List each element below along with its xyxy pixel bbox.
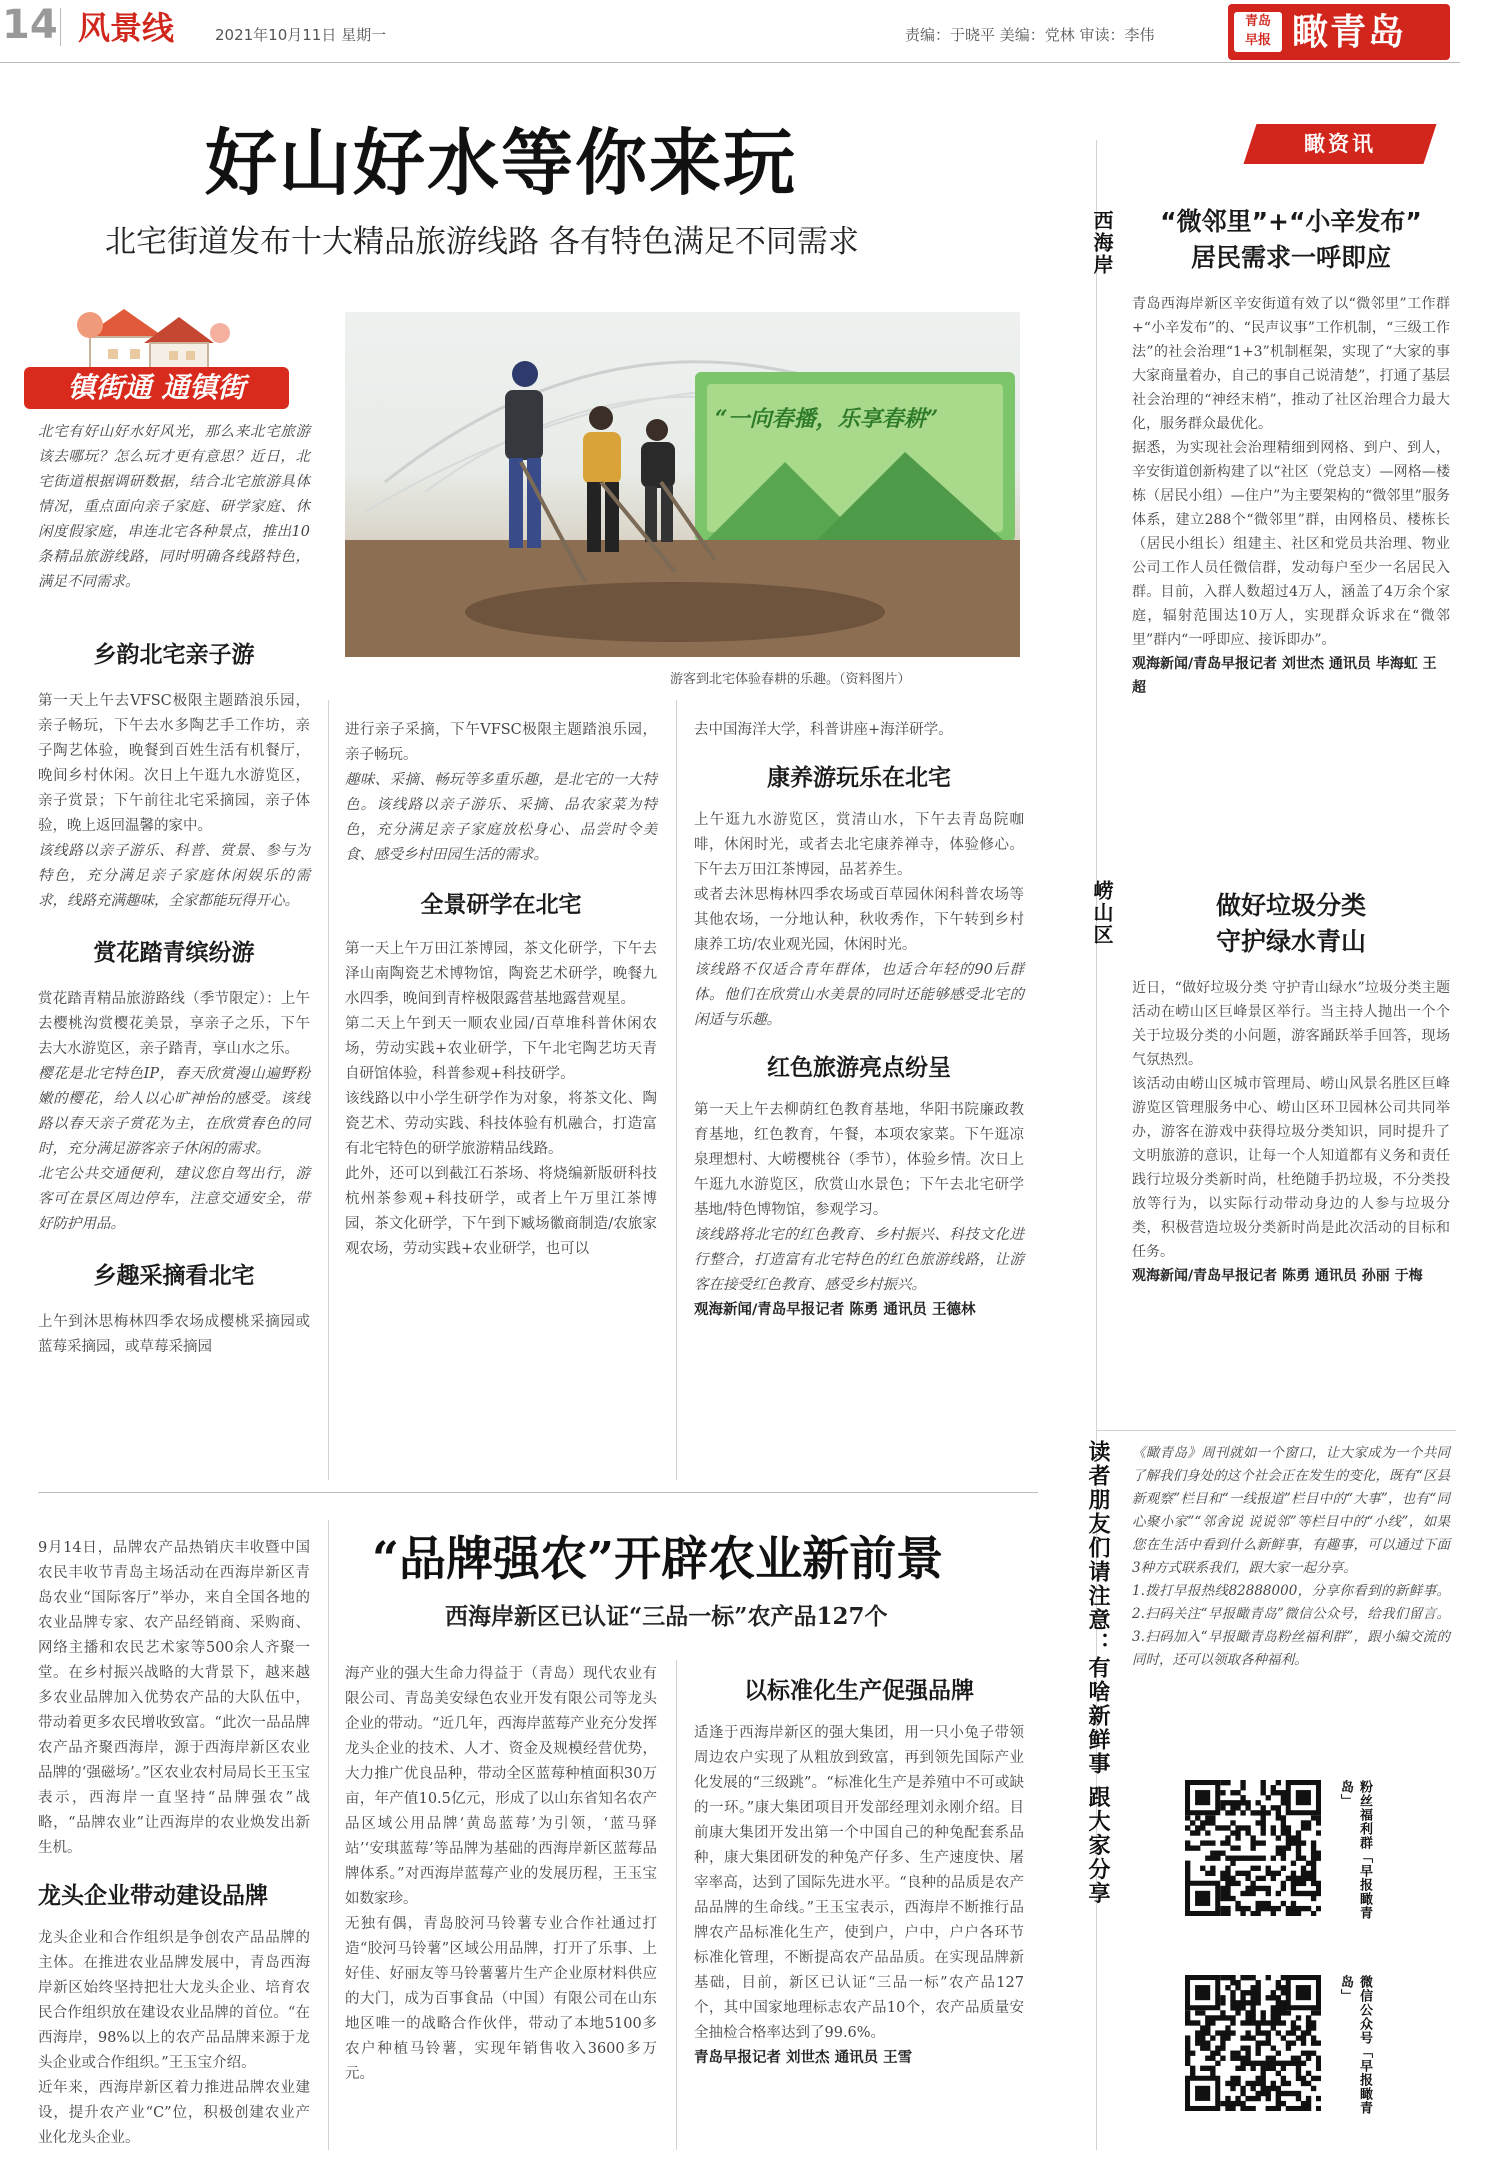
- col1-para-2b: 樱花是北宅特色IP，春天欣赏漫山遍野粉嫩的樱花，给人以心旷神怡的感受。该线路以春天亲子赏花为主，在欣赏春色的同时，充分满足游客亲子休闲的需求。: [38, 1066, 310, 1157]
- col1-para-2c: 北宅公共交通便利，建议您自驾出行，游客可在景区周边停车，注意交通安全，带好防护用品。: [38, 1166, 310, 1232]
- sidebar-story-1-credit: 观海新闻/青岛早报记者 刘世杰 通讯员 毕海虹 王超: [1132, 656, 1437, 696]
- sidebar-region-1: 西海岸: [1090, 210, 1114, 276]
- qr-code-1-label: 粉丝福利群「早报瞰青岛」: [1338, 1780, 1372, 1920]
- col3-heading-1: 康养游玩乐在北宅: [767, 765, 951, 791]
- header-rule: [0, 62, 1460, 63]
- town-badge: [24, 295, 289, 415]
- sidebar-story-1-para-b: 据悉，为实现社会治理精细到网格、到户、到人，辛安街道创新构建了以“社区（党总支）—网格—楼栋（居民小组）—住户”为主要架构的“微邻里”服务体系，建立288个“微邻里”群，由网格员、楼栋长（居民小组长）组建主、社区和党员共治理、物业公司工作人员任微信群，发动每户至少一名居民入群。目前，入群人数超过4万人，涵盖了4万余个家庭，辐射范围达10万人，实现群众诉求在“微邻里”群内“一呼即应、接诉即办”。: [1132, 440, 1450, 648]
- col3-para-1: 上午逛九水游览区，赏清山水，下午去青岛院咖啡，休闲时光，或者去北宅康养禅寺，体验修心。下午去万田江茶博园，品茗养生。: [694, 812, 1024, 878]
- col3-para-2b: 该线路将北宅的红色教育、乡村振兴、科技文化进行整合，打造富有北宅特色的红色旅游线路，让游客在接受红色教育、感受乡村振兴。: [694, 1227, 1024, 1293]
- col1-top: [38, 420, 310, 595]
- lower-col1: [38, 1536, 310, 2151]
- col3-credit: 观海新闻/青岛早报记者 陈勇 通讯员 王德林: [694, 1302, 976, 1318]
- col1-intro: 北宅有好山好水好风光，那么来北宅旅游该去哪玩？怎么玩才更有意思？近日，北宅街道根据调研数据，结合北宅旅游具体情况，重点面向亲子家庭、研学家庭、休闲度假家庭，串连北宅各种景点，推出10条精品旅游线路，同时明确各线路特色，满足不同需求。: [38, 424, 310, 590]
- badge-text: 镇街通 通镇街: [24, 367, 289, 409]
- lower-col2-para: 海产业的强大生命力得益于（青岛）现代农业有限公司、青岛美安绿色农业开发有限公司等龙头企业的带动。“近几年，西海岸蓝莓产业充分发挥龙头企业的技术、人才、资金及规模经营优势，大力推广优良品种，带动全区蓝莓种植面积30万亩，年产值10.5亿元，形成了以山东省知名农产品区域公用品牌‘黄岛蓝莓’为引领，‘蓝马驿站’‘安琪蓝莓’等品牌为基础的西海岸新区蓝莓品牌体系。”对西海岸蓝莓产业的发展历程，王玉宝如数家珍。: [345, 1666, 657, 1907]
- logo-big: 瞰青岛: [1292, 11, 1407, 53]
- sidebar-rule: [1096, 1430, 1456, 1431]
- lower-credit: 青岛早报记者 刘世杰 通讯员 王雪: [694, 2050, 913, 2066]
- col1-para-1: 第一天上午去VFSC极限主题踏浪乐园，亲子畅玩，下午去水多陶艺手工作坊，亲子陶艺体验，晚餐到百姓生活有机餐厅，晚间乡村休闲。次日上午逛九水游览区，亲子赏景；下午前往北宅采摘园，亲子体验，晚上返回温馨的家中。: [38, 693, 310, 834]
- sidebar-story-1-para: 青岛西海岸新区辛安街道有效了以“微邻里”工作群+“小辛发布”的、“民声议事”工作机制，“三级工作法”的社会治理“1+3”机制框架，实现了“大家的事大家商量着办，自己的事自己说清楚”，打通了基层社会治理的“神经末梢”，推动了社区治理合力最大化，服务群众最优化。: [1132, 296, 1450, 432]
- sidebar-label: 瞰资讯: [1304, 132, 1376, 156]
- sidebar-story-1-title-a: “微邻里”+“小辛发布”: [1160, 207, 1422, 236]
- col2-para-1: 第一天上午万田江茶博园，茶文化研学，下午去泽山南陶瓷艺术博物馆，陶瓷艺术研学，晚餐九水四季，晚间到青梓极限露营基地露营观星。: [345, 941, 657, 1007]
- col1-heading-3: 乡趣采摘看北宅: [93, 1263, 255, 1289]
- qr-code-2-label: 微信公众号「早报瞰青岛」: [1338, 1975, 1372, 2115]
- col3: [694, 718, 1024, 1323]
- qr-code-1[interactable]: [1185, 1780, 1321, 1916]
- farm-photo: [345, 312, 1020, 657]
- qr-code-2[interactable]: [1185, 1975, 1321, 2111]
- lower-col1-para-3: 近年来，西海岸新区着力推进品牌农业建设，提升农产业“C”位，积极创建农业产业化龙头企业。: [38, 2080, 310, 2146]
- sidebar-news-box: [1132, 1442, 1450, 1672]
- sidebar-story-2-title-a: 做好垃圾分类: [1215, 891, 1366, 920]
- col-divider-2: [676, 700, 677, 1480]
- photo-sign-text: “一向春播，乐享春耕”: [715, 406, 939, 432]
- qr-code-1-icon: [1185, 1780, 1321, 1916]
- col1-heading-1: 乡韵北宅亲子游: [93, 642, 255, 668]
- lower-col3: [694, 1672, 1024, 2071]
- sidebar-story-2-para-b: 该活动由崂山区城市管理局、崂山风景名胜区巨峰游览区管理服务中心、崂山区环卫园林公司共同举办，游客在游戏中获得垃圾分类知识，同时提升了文明旅游的意识，让每一个人知道都有义务和责任践行垃圾分类新时尚，杜绝随手扔垃圾，不分类投放等行为，以实际行动带动身边的人参与垃圾分类，积极营造垃圾分类新时尚是此次活动的目标和任务。: [1132, 1076, 1450, 1260]
- section-name: 风景线: [78, 9, 175, 47]
- col3-para-1b: 或者去沐思梅林四季农场或百草园休闲科普农场等其他农场，一分地认种，秋收秀作，下午转到乡村康养工坊/农业观光园，休闲时光。: [694, 887, 1024, 953]
- col1-para-2: 赏花踏青精品旅游路线（季节限定）：上午去樱桃沟赏樱花美景，享亲子之乐，下午去大水游览区，亲子踏青，享山水之乐。: [38, 991, 310, 1057]
- col2-para-1c: 该线路以中小学生研学作为对象，将茶文化、陶瓷艺术、劳动实践、科技体验有机融合，打造富有北宅特色的研学旅游精品线路。: [345, 1091, 657, 1157]
- sidebar-story-1-title-b: 居民需求一呼即应: [1190, 243, 1391, 272]
- lower-col1-para: 9月14日，品牌农产品热销庆丰收暨中国农民丰收节青岛主场活动在西海岸新区青岛农业“国际客厅”举办，来自全国各地的农业品牌专家、农产品经销商、采购商、网络主播和农民艺术家等500余人齐聚一堂。在乡村振兴战略的大背景下，越来越多农业品牌加入优势农产品的大队伍中，带动着更多农民增收致富。“此次一品品牌农产品齐聚西海岸，源于西海岸新区农业品牌的‘强磁场’。”区农业农村局局长王玉宝表示，西海岸一直坚持“品牌强农”战略，“品牌农业”让西海岸的农业焕发出新生机。: [38, 1540, 310, 1856]
- mid-divider: [38, 1492, 1038, 1493]
- lower-col3-para: 适逢于西海岸新区的强大集团，用一只小兔子带领周边农户实现了从粗放到致富，再到领先国际产业化发展的“三级跳”。“标准化生产是养殖中不可或缺的一环。”康大集团项目开发部经理刘永刚介绍。目前康大集团开发出第一个中国自己的种兔配套系品种，康大集团研发的种兔产仔多、生产速度快、屠宰率高，达到了国际先进水平。“良种的品质是农产品品牌的生命线。”王玉宝表示，西海岸不断推行品牌农产品标准化生产，使到户，户中，户户各环节标准化管理，不断提高农产品品质。在实现品牌新基础，目前，新区已认证“三品一标”农产品127个，其中国家地理标志农产品10个，农产品质量安全抽检合格率达到了99.6%。: [694, 1725, 1024, 2041]
- lower-title: “品牌强农”开辟农业新前景: [372, 1532, 944, 1587]
- sidebar-story-2-para: 近日，“做好垃圾分类 守护青山绿水”垃圾分类主题活动在崂山区巨峰景区举行。当主持人抛出一个个关于垃圾分类的小问题，游客踊跃举手回答，现场气氛热烈。: [1132, 980, 1450, 1068]
- col2-para-0b: 趣味、采摘、畅玩等多重乐趣，是北宅的一大特色。该线路以亲子游乐、采摘、品农家菜为特色，充分满足亲子家庭放松身心、品尝时令美食、感受乡村田园生活的需求。: [345, 772, 657, 863]
- col1-main: [38, 636, 310, 1360]
- lower-subtitle: 西海岸新区已认证“三品一标”农产品127个: [445, 1603, 888, 1630]
- issue-date: 2021年10月11日 星期一: [215, 26, 387, 44]
- sidebar-news-para: 《瞰青岛》周刊就如一个窗口，让大家成为一个共同了解我们身处的这个社会正在发生的变化，既有“区县新观察”栏目和“一线报道”栏目中的“大事”，也有“同心聚小家”“邻舍说 说说邻”等栏目中的“小线”，如果您在生活中看到什么新鲜事，有趣事，可以通过下面3种方式联系我们，跟大家一起分享。: [1132, 1445, 1450, 1576]
- col3-para-2: 第一天上午去柳荫红色教育基地，华阳书院廉政教育基地，红色教育，午餐，本项农家菜。下午逛凉泉理想村、大崂樱桃谷（季节），体验乡情。次日上午逛九水游览区，欣赏山水景色；下午去北宅研学基地/特色博物馆，参观学习。: [694, 1102, 1024, 1218]
- sidebar-news-para-2: 1.拨打早报热线82888000，分享你看到的新鲜事。2.扫码关注“早报瞰青岛”微信公众号，给我们留言。3.扫码加入“早报瞰青岛粉丝福利群”，跟小编交流的同时，还可以领取各种福利。: [1132, 1583, 1450, 1668]
- col-divider-1: [328, 700, 329, 1480]
- col2-para-0: 进行亲子采摘，下午VFSC极限主题踏浪乐园，亲子畅玩。: [345, 722, 657, 763]
- col1-heading-2: 赏花踏青缤纷游: [93, 940, 255, 966]
- col2-para-1b: 第二天上午到天一顺农业园/百草堆科普休闲农场，劳动实践+农业研学，下午北宅陶艺坊天青自研馆体验，科普参观+科技研学。: [345, 1016, 657, 1082]
- sidebar-story-2-title-b: 守护绿水青山: [1215, 927, 1366, 956]
- lower-col1-para-2: 龙头企业和合作组织是争创农产品品牌的主体。在推进农业品牌发展中，青岛西海岸新区始终坚持把壮大龙头企业、培育农民合作组织放在建设农业品牌的首位。“在西海岸，98%以上的农产品品牌来源于龙头企业或合作组织。”王玉宝介绍。: [38, 1930, 310, 2071]
- qr-code-2-icon: [1185, 1975, 1321, 2111]
- sidebar-story-2: [1132, 888, 1450, 1288]
- sidebar-region-2: 崂山区: [1090, 880, 1114, 946]
- col1-para-3: 上午到沐思梅林四季农场成樱桃采摘园或蓝莓采摘园，或草莓采摘园: [38, 1314, 310, 1355]
- lower-col3-heading: 以标准化生产促强品牌: [744, 1678, 974, 1704]
- editors-line: 责编：于晓平 美编：党林 审读：李伟: [905, 26, 1155, 44]
- col3-heading-2: 红色旅游亮点纷呈: [767, 1055, 951, 1081]
- header-separator: [60, 8, 61, 46]
- sidebar-story-2-credit: 观海新闻/青岛早报记者 陈勇 通讯员 孙丽 于梅: [1132, 1268, 1423, 1284]
- article-title: 好山好水等你来玩: [205, 120, 798, 205]
- lower-col1-heading: 龙头企业带动建设品牌: [38, 1883, 268, 1909]
- lower-col2: [345, 1662, 657, 2087]
- col2-heading-1: 全景研学在北宅: [420, 892, 582, 918]
- article-subtitle: 北宅街道发布十大精品旅游线路 各有特色满足不同需求: [105, 224, 859, 260]
- lower-col-divider-2: [676, 1660, 677, 2150]
- col2-para-1d: 此外，还可以到截江石茶场、将烧编新版研科技杭州茶参观+科技研学，或者上午万里江茶博园，茶文化研学，下午到下臧场徽商制造/农旅家观农场，劳动实践+农业研学，也可以: [345, 1166, 657, 1257]
- masthead-logo: [1228, 4, 1450, 60]
- sidebar-story-1: [1132, 204, 1450, 700]
- col3-para-1c: 该线路不仅适合青年群体，也适合年轻的90后群体。他们在欣赏山水美景的同时还能够感受北宅的闲适与乐趣。: [694, 962, 1024, 1028]
- lower-col2-para-2: 无独有偶，青岛胶河马铃薯专业合作社通过打造“胶河马铃薯”区域公用品牌，打开了乐事、上好佳、好丽友等马铃薯薯片生产企业原材料供应的大门，成为百事食品（中国）有限公司在山东地区唯一的战略合作伙伴，带动了本地5100多农户种植马铃薯，实现年销售收入3600多万元。: [345, 1916, 657, 2082]
- logo-small: 青岛 早报: [1234, 12, 1282, 52]
- page-number: 14: [2, 2, 58, 48]
- photo-illustration: [345, 312, 1020, 657]
- photo-caption: 游客到北宅体验春耕的乐趣。（资料图片）: [670, 672, 911, 687]
- col3-para-0: 去中国海洋大学，科普讲座+海洋研学。: [694, 722, 953, 738]
- col2: [345, 718, 657, 1262]
- lower-col-divider-1: [328, 1520, 329, 2150]
- sidebar-news-title: 读者朋友们请注意：有啥新鲜事 跟大家分享: [1085, 1440, 1110, 1906]
- col1-para-1b: 该线路以亲子游乐、科普、赏景、参与为特色，充分满足亲子家庭休闲娱乐的需求，线路充满趣味，全家都能玩得开心。: [38, 843, 310, 909]
